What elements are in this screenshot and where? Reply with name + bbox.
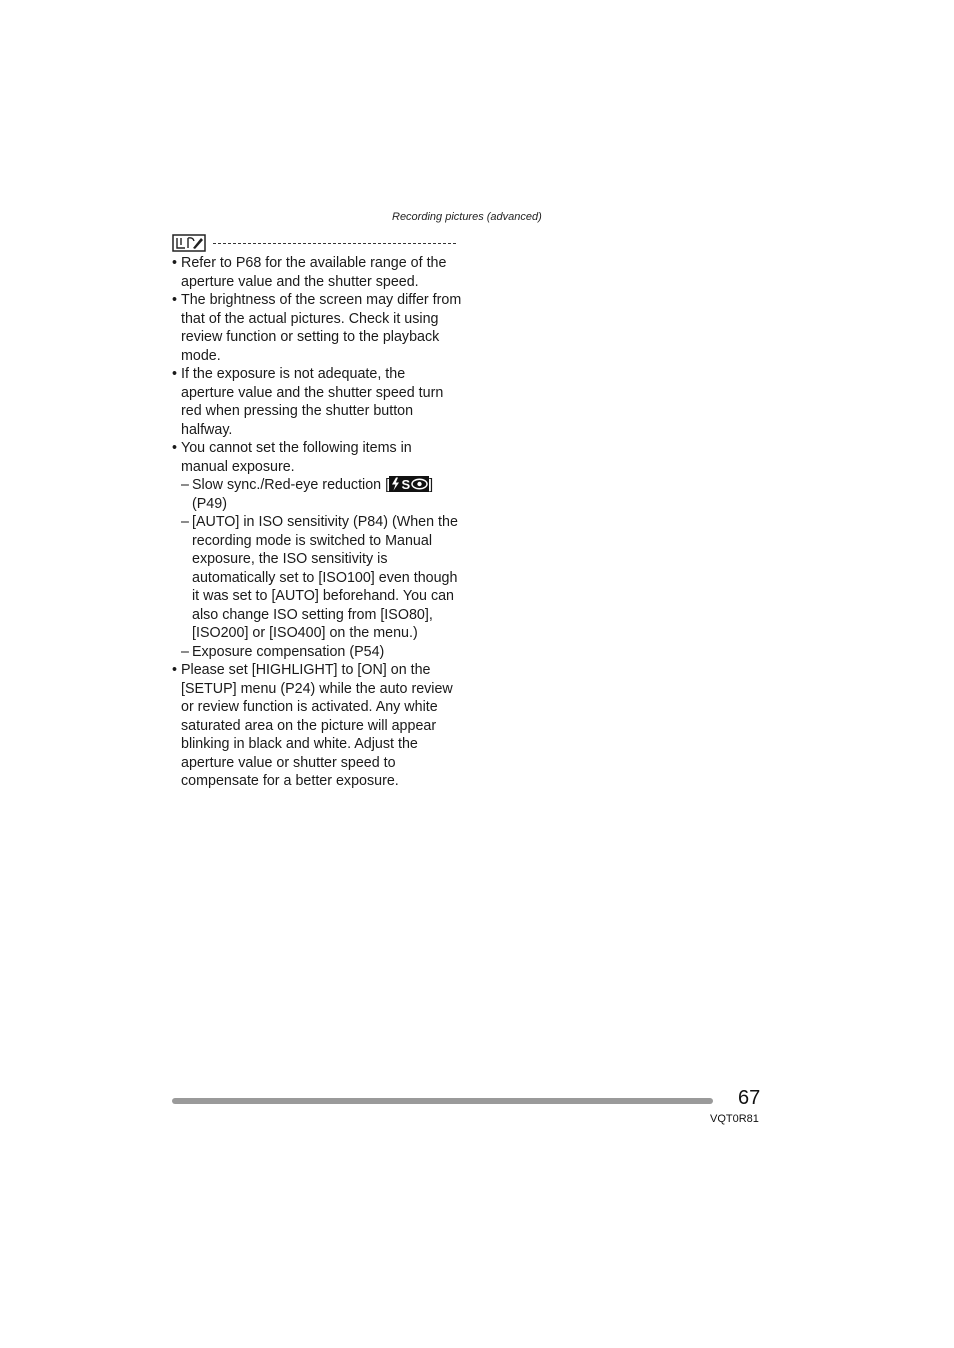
bullet-text: The brightness of the screen may differ from that of the actual pictures. Check it using review function or setting to the playback mode. [181,292,462,364]
dashed-rule [213,243,456,244]
bullet-item: • You cannot set the following items in manual exposure. [172,440,412,475]
bullet-item: • Refer to P68 for the available range of the aperture value and the shutter speed. [172,255,447,290]
notes-list [172,254,462,791]
sub-item: – [AUTO] in ISO sensitivity (P84) (When the recording mode is switched to Manual exposure, the ISO sensitivity is automatically set to [ISO100] even though it was set to [AUTO] beforehand. You can also change ISO setting from [ISO80], [ISO200] or [ISO400] on the menu.) [181,514,458,641]
bullet-text: You cannot set the following items in manual exposure. [181,440,412,475]
note-memo-icon [172,234,206,252]
bullet-text: Refer to P68 for the available range of the aperture value and the shutter speed. [181,255,447,290]
sub-text: Exposure compensation (P54) [192,643,385,660]
running-header: Recording pictures (advanced) [392,211,542,223]
sub-text-after: ] (P49) [192,477,434,512]
sub-item: – Exposure compensation (P54) [181,643,385,660]
note-header [172,234,457,252]
sub-text: [AUTO] in ISO sensitivity (P84) (When the recording mode is switched to Manual exposure, the ISO sensitivity is automatically set to [ISO100] even though it was set to [AUTO] beforehand. You can also change ISO setting from [ISO80], [ISO200] or [ISO400] on the menu.) [192,514,458,641]
footer-bar [172,1098,713,1104]
page-number: 67 [738,1087,761,1109]
bullet-item: • Please set [HIGHLIGHT] to [ON] on the [SETUP] menu (P24) while the auto review or review function is activated. Any white saturated area on the picture will appear blinking in black and white. Adjust the aperture value or shutter speed to compensate for a better exposure. [172,662,453,789]
model-code: VQT0R81 [710,1113,759,1125]
bullet-item: • The brightness of the screen may differ from that of the actual pictures. Check it using review function or setting to the playback mode. [172,292,462,364]
sub-text: Slow sync./Red-eye reduction [ [192,477,390,493]
bullet-item: • If the exposure is not adequate, the aperture value and the shutter speed turn red when pressing the shutter button halfway. [172,366,444,438]
bullet-text: If the exposure is not adequate, the aperture value and the shutter speed turn red when pressing the shutter button halfway. [181,366,444,438]
sub-item: – Slow sync./Red-eye reduction [ S ] (P49) [181,477,434,512]
bullet-text: Please set [HIGHLIGHT] to [ON] on the [SETUP] menu (P24) while the auto review or review function is activated. Any white saturated area on the picture will appear blinking in black and white. Adjust the aperture value or shutter speed to compensate for a better exposure. [181,662,453,789]
slow-sync-red-eye-icon [389,476,429,492]
svg-text:S: S [401,477,411,492]
